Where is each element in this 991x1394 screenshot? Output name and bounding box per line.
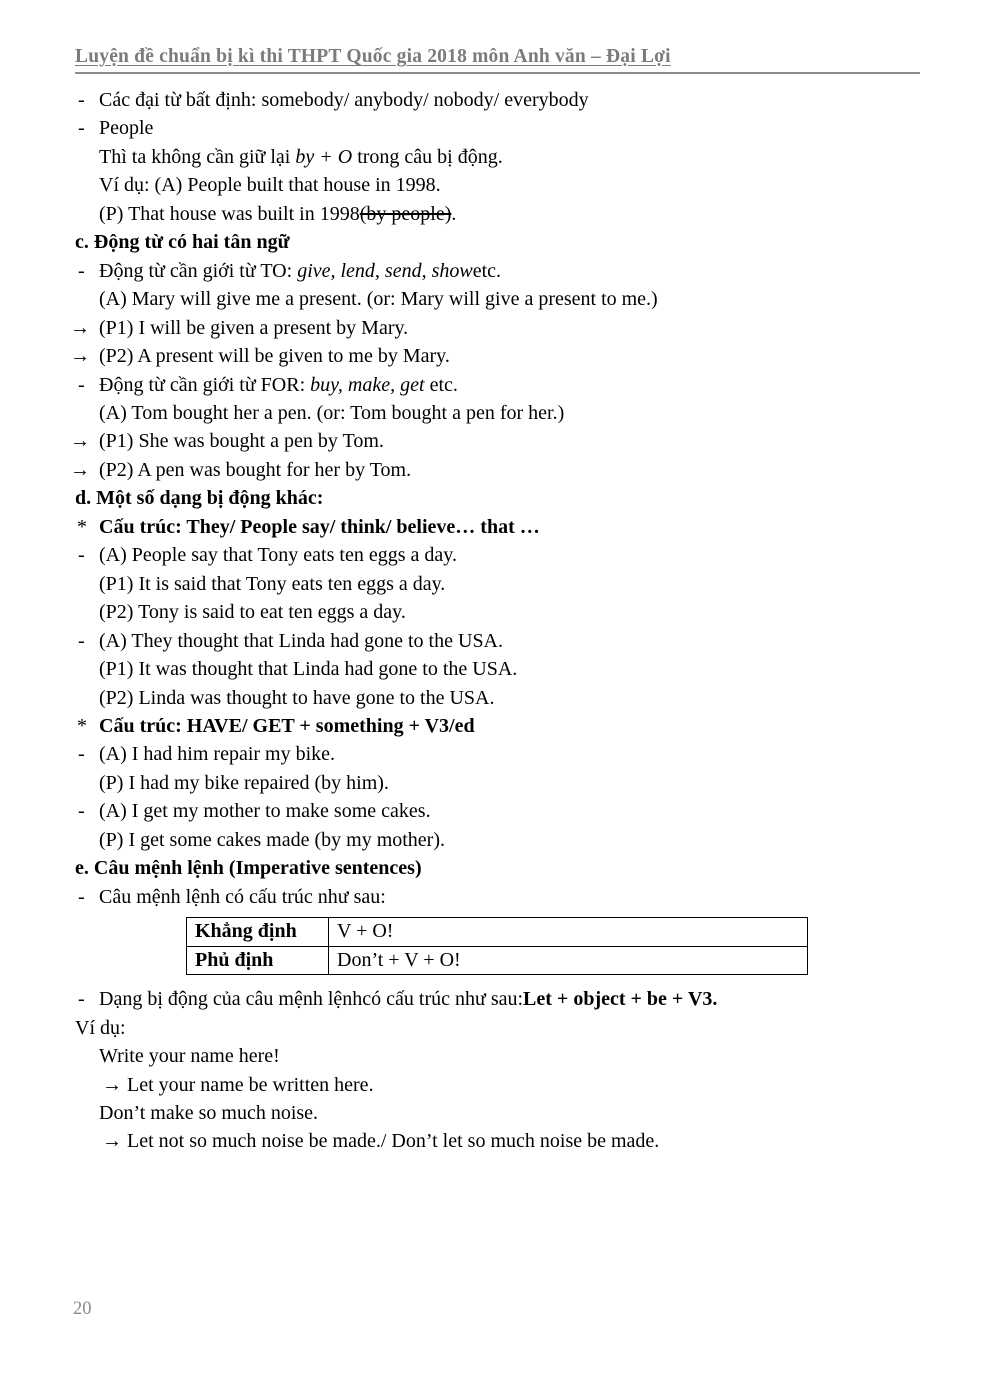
text-segment: (by people)	[359, 202, 452, 225]
dash-bullet: -	[78, 259, 85, 282]
text-line	[75, 627, 921, 655]
text-segment: (P) I had my bike repaired (by him).	[99, 771, 389, 794]
dash-bullet: -	[78, 544, 85, 567]
dash-bullet: -	[78, 988, 85, 1011]
table-cell-value: V + O!	[329, 918, 808, 947]
arrow-bullet: →	[70, 430, 90, 453]
text-line	[75, 228, 921, 256]
text-segment: (A) They thought that Linda had gone to the USA.	[99, 629, 504, 652]
text-segment: Động từ cần giới từ FOR:	[99, 373, 311, 396]
document-body	[70, 86, 921, 1156]
text-segment: by + O	[295, 145, 353, 168]
text-segment: (P1) It was thought that Linda had gone to the USA.	[99, 658, 518, 681]
page-number: 20	[73, 1299, 92, 1319]
dash-bullet: -	[78, 89, 85, 111]
text-line	[70, 456, 921, 484]
text-segment: (P1) I will be given a present by Mary.	[99, 316, 409, 339]
text-line	[75, 285, 921, 313]
table-row	[187, 946, 808, 975]
text-line	[75, 1042, 921, 1070]
text-segment: etc.	[472, 259, 502, 282]
text-segment: Cấu trúc: HAVE/ GET + something + V3/ed	[99, 714, 475, 737]
text-segment: e. Câu mệnh lệnh (Imperative sentences)	[75, 857, 422, 880]
text-line	[75, 541, 921, 569]
dash-bullet: -	[78, 629, 85, 652]
dash-bullet: -	[78, 885, 85, 908]
text-segment: (A) I had him repair my bike.	[99, 743, 336, 766]
text-segment: .	[451, 202, 457, 225]
text-line	[75, 712, 921, 740]
text-segment: Các đại từ bất định: somebody/ anybody/ nobody/ everybody	[99, 89, 589, 111]
text-segment: (P2) A pen was bought for her by Tom.	[99, 458, 412, 481]
text-segment: Ví dụ: (A) People built that house in 1998.	[99, 174, 441, 197]
text-line	[75, 655, 921, 683]
text-segment: Write your name here!	[99, 1045, 280, 1068]
text-line	[75, 985, 921, 1013]
text-line	[70, 342, 921, 370]
text-line	[75, 257, 921, 285]
text-line	[75, 200, 921, 228]
text-segment: Câu mệnh lệnh có cấu trúc như sau:	[99, 885, 386, 908]
text-segment: etc.	[424, 373, 458, 396]
text-segment: (P1) It is said that Tony eats ten eggs a day.	[99, 572, 446, 595]
text-segment: Ví dụ:	[75, 1016, 126, 1039]
text-segment: Dạng bị động của câu mệnh lệnhcó cấu trúc như sau:	[99, 988, 524, 1011]
page-header-title: Luyện đề chuẩn bị kì thi THPT Quốc gia 2018 môn Anh văn – Đại Lợi	[75, 46, 671, 67]
text-line	[75, 797, 921, 825]
text-line	[75, 1099, 921, 1127]
text-segment: trong câu bị động.	[352, 145, 503, 168]
table-cell-value: Don’t + V + O!	[329, 946, 808, 975]
dash-bullet: -	[78, 800, 85, 823]
star-bullet: *	[77, 714, 87, 737]
text-line	[75, 399, 921, 427]
text-line	[75, 1014, 921, 1042]
text-segment: d. Một số dạng bị động khác:	[75, 487, 324, 510]
text-line	[75, 570, 921, 598]
text-line	[75, 740, 921, 768]
text-line	[75, 854, 921, 882]
text-segment: (A) People say that Tony eats ten eggs a day.	[99, 544, 457, 567]
dash-bullet: -	[78, 373, 85, 396]
arrow-bullet: →	[70, 345, 90, 368]
text-line	[75, 883, 921, 911]
table-cell-label: Phủ định	[187, 946, 329, 975]
table-row	[187, 918, 808, 947]
arrow-bullet: →	[70, 316, 90, 339]
text-segment: c. Động từ có hai tân ngữ	[75, 231, 290, 254]
text-segment: buy, make, get	[310, 373, 425, 396]
text-line	[70, 314, 921, 342]
text-segment: (P) I get some cakes made (by my mother).	[99, 828, 446, 851]
text-segment: give, lend, send, show	[297, 259, 473, 282]
table-cell-label: Khẳng định	[187, 918, 329, 947]
text-segment: (A) Mary will give me a present. (or: Mary will give a present to me.)	[99, 288, 658, 311]
text-segment: Thì ta không cần giữ lại	[99, 145, 296, 168]
text-segment: Let your name be written here.	[127, 1073, 374, 1096]
text-segment: (P1) She was bought a pen by Tom.	[99, 430, 384, 453]
star-bullet: *	[77, 515, 87, 538]
text-line	[75, 513, 921, 541]
text-segment: (A) I get my mother to make some cakes.	[99, 800, 431, 823]
text-segment: Don’t make so much noise.	[99, 1101, 319, 1124]
arrow-bullet: →	[102, 1073, 122, 1096]
text-segment: People	[99, 117, 154, 140]
text-line	[75, 1127, 921, 1155]
page-header	[75, 46, 920, 74]
text-segment: (P2) A present will be given to me by Mary.	[99, 345, 450, 368]
text-line	[75, 86, 921, 114]
text-segment: Let not so much noise be made./ Don’t let so much noise be made.	[127, 1130, 660, 1153]
dash-bullet: -	[78, 743, 85, 766]
text-segment: (P2) Linda was thought to have gone to the USA.	[99, 686, 495, 709]
text-line	[75, 598, 921, 626]
text-segment: Động từ cần giới từ TO:	[99, 259, 298, 282]
text-line	[75, 826, 921, 854]
text-segment: (P) That house was built in 1998	[99, 202, 360, 225]
arrow-bullet: →	[102, 1130, 122, 1153]
imperative-structure-table	[186, 917, 808, 975]
text-segment: Let + object + be + V3.	[523, 988, 718, 1011]
text-segment: (P2) Tony is said to eat ten eggs a day.	[99, 601, 406, 624]
text-line	[75, 371, 921, 399]
text-line	[75, 143, 921, 171]
dash-bullet: -	[78, 117, 85, 140]
text-segment: (A) Tom bought her a pen. (or: Tom bought a pen for her.)	[99, 401, 565, 424]
text-line	[75, 684, 921, 712]
text-line	[70, 427, 921, 455]
text-line	[75, 171, 921, 199]
text-line	[75, 1071, 921, 1099]
text-line	[75, 769, 921, 797]
text-line	[75, 484, 921, 512]
arrow-bullet: →	[70, 458, 90, 481]
text-segment: Cấu trúc: They/ People say/ think/ believe… that …	[99, 515, 540, 538]
text-line	[75, 114, 921, 142]
